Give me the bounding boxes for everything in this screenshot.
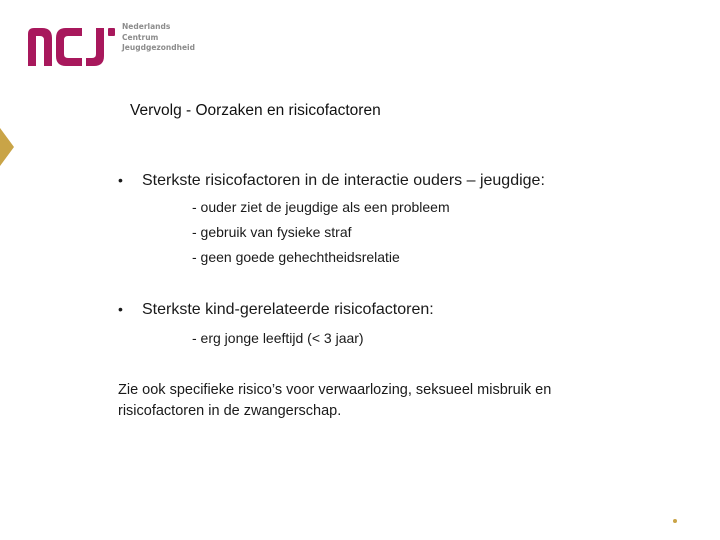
sub-item: - gebruik van fysieke straf <box>192 224 352 240</box>
logo-wordmark <box>122 22 195 54</box>
bullet-marker: • <box>118 301 123 317</box>
ncj-logo <box>26 22 195 70</box>
slide-corner-dot <box>673 519 677 523</box>
bullet-text: Sterkste risicofactoren in de interactie ouders – jeugdige: <box>142 172 545 189</box>
slide-note: Zie ook specifieke risico’s voor verwaarlozing, seksueel misbruik en risicofactoren in de zwangerschap. <box>118 382 552 419</box>
sub-list-child <box>192 326 364 351</box>
ncj-logo-mark <box>26 22 116 68</box>
bullet-marker: • <box>118 172 123 188</box>
sub-list-interaction <box>192 195 450 270</box>
logo-line-1: Nederlands <box>122 22 171 31</box>
logo-line-2: Centrum <box>122 32 159 42</box>
sub-item: - erg jonge leeftijd (< 3 jaar) <box>192 330 364 346</box>
bullet-child-risks <box>118 301 434 319</box>
slide-accent-arrow <box>0 128 14 166</box>
sub-item: - ouder ziet de jeugdige als een probleem <box>192 199 450 215</box>
sub-item: - geen goede gehechtheidsrelatie <box>192 249 400 265</box>
logo-line-3: Jeugdgezondheid <box>122 43 196 52</box>
slide-title: Vervolg - Oorzaken en risicofactoren <box>130 102 381 119</box>
bullet-text: Sterkste kind-gerelateerde risicofactoren: <box>142 301 434 318</box>
bullet-interaction-risks <box>118 172 545 190</box>
